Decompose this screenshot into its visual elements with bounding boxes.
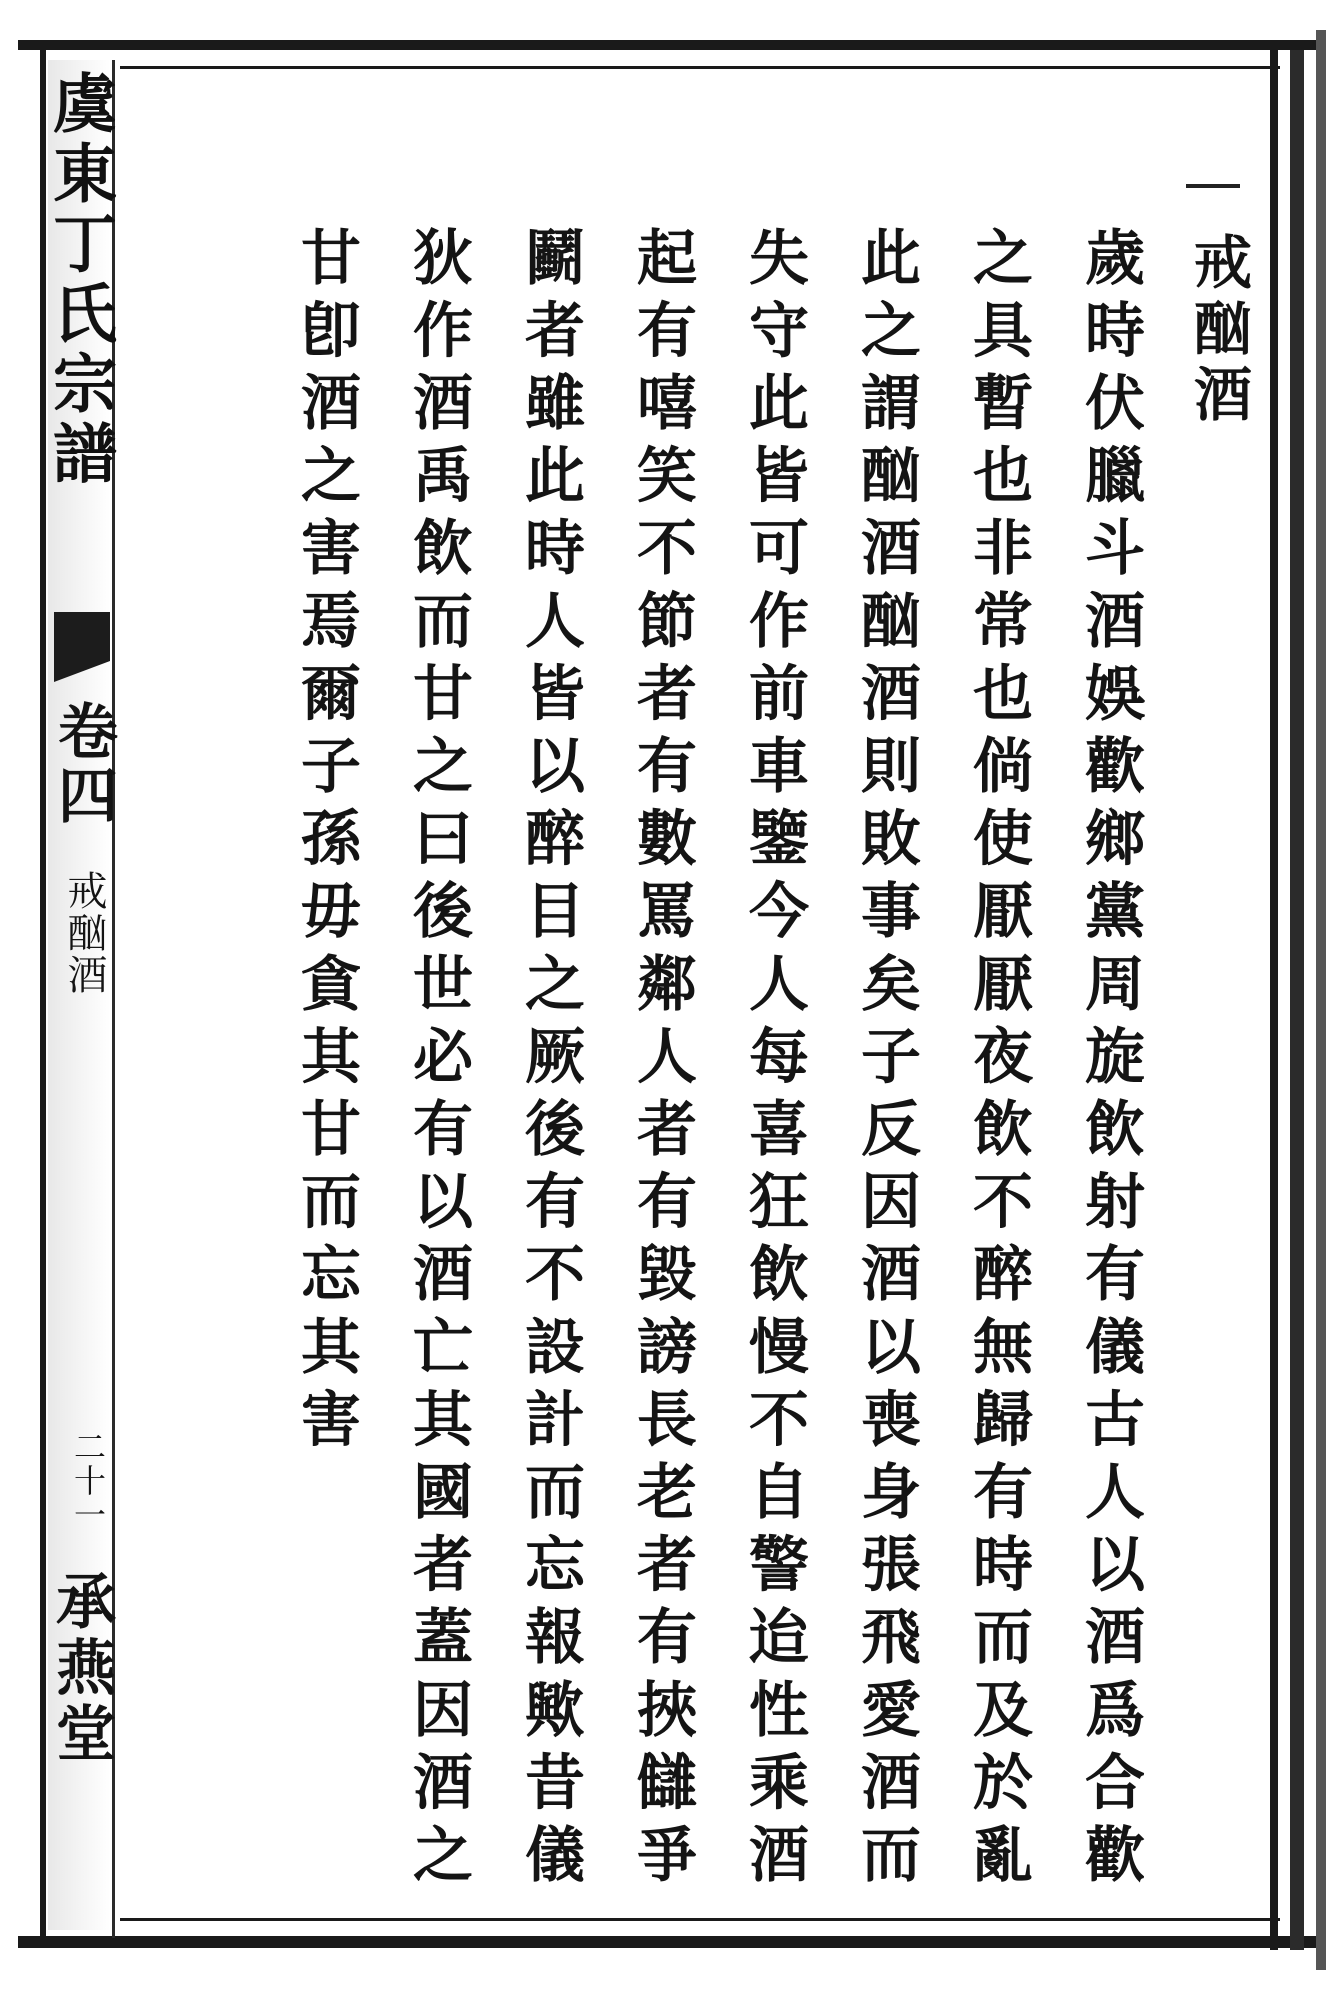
section-title: 戒酗酒 (1184, 232, 1252, 430)
right-border (1270, 50, 1278, 1950)
bottom-border (18, 1936, 1318, 1948)
text-column: 甘卽酒之害焉爾子孫毋貪其甘而忘其害 (291, 226, 361, 1461)
page-edge (1316, 30, 1326, 1970)
text-column: 之具暫也非常也倘使厭厭夜飲不醉無歸有時而及於亂 (963, 226, 1033, 1896)
page-number: 二十一 (69, 1430, 107, 1532)
volume-label: 卷四 (48, 700, 118, 828)
book-title: 虞東丁氏宗譜 (42, 70, 117, 490)
heading-mark (1186, 184, 1240, 188)
hall-name: 承燕堂 (46, 1570, 116, 1768)
text-column: 狄作酒禹飲而甘之曰後世必有以酒亡其國者蓋因酒之 (403, 226, 473, 1896)
margin-section-title: 戒酗酒 (61, 870, 107, 996)
right-outer-border (1290, 50, 1304, 1950)
text-column: 起有嘻笑不節者有數罵鄰人者有毀謗長老者有挾讎爭 (627, 226, 697, 1896)
text-column: 歲時伏臘斗酒娛歡鄉黨周旋飲射有儀古人以酒爲合歡 (1075, 226, 1145, 1896)
top-border (18, 40, 1318, 50)
text-column: 失守此皆可作前車鑒今人每喜狂飲慢不自警迨性乘酒 (739, 226, 809, 1896)
bottom-inner-border (120, 1918, 1280, 1921)
top-inner-border (120, 66, 1280, 69)
text-column: 鬬者雖此時人皆以醉目之厥後有不設計而忘報歟昔儀 (515, 226, 585, 1896)
text-column: 此之謂酗酒酗酒則敗事矣子反因酒以喪身張飛愛酒而 (851, 226, 921, 1896)
